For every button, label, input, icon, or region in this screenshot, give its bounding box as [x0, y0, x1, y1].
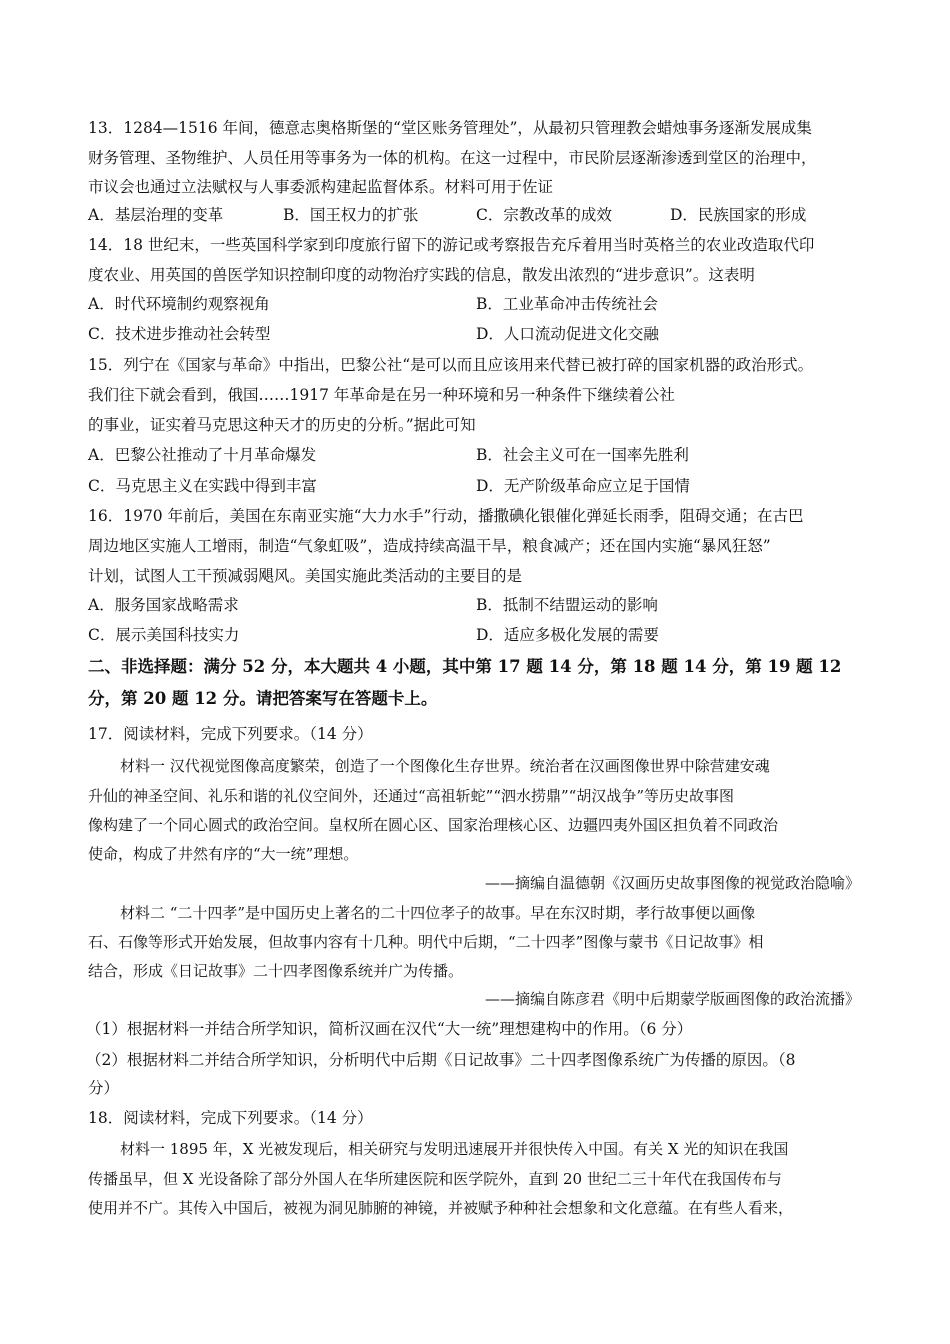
q15-stem-line: 15．列宁在《国家与革命》中指出，巴黎公社“是可以而且应该用来代替已被打碎的国家机器的政治形式。 [88, 356, 814, 374]
q14-option-b: B．工业革命冲击传统社会 [476, 295, 658, 313]
q17-subquestion: 分） [88, 1079, 120, 1097]
q14-option-c: C．技术进步推动社会转型 [88, 325, 271, 343]
q17-subquestion: （2）根据材料二并结合所学知识，分析明代中后期《日记故事》二十四孝图像系统广为传播的原因。（8 [86, 1051, 796, 1069]
q17-material-line: 像构建了一个同心圆式的政治空间。皇权所在圆心区、国家治理核心区、边疆四夷外国区担负着不同政治 [88, 816, 779, 834]
q15-stem-line: 我们往下就会看到，俄国……1917 年革命是在另一种环境和另一种条件下继续着公社 [88, 386, 675, 404]
q17-material-line: 材料二 “二十四孝”是中国历史上著名的二十四位孝子的故事。早在东汉时期，孝行故事便以画像 [120, 904, 756, 922]
q17-subquestion: （1）根据材料一并结合所学知识，简析汉画在汉代“大一统”理想建构中的作用。（6 分） [86, 1020, 693, 1038]
q17-material-line: 材料一 汉代视觉图像高度繁荣，创造了一个图像化生存世界。统治者在汉画图像世界中除营建安魂 [120, 757, 770, 775]
q13-option-c: C．宗教改革的成效 [476, 206, 612, 224]
q15-option-b: B．社会主义可在一国率先胜利 [476, 446, 689, 464]
q14-option-d: D．人口流动促进文化交融 [476, 325, 659, 343]
q18-material-line: 使用并不广。其传入中国后，被视为洞见肺腑的神镜，并被赋予种种社会想象和文化意蕴。在有些人看来， [88, 1199, 794, 1217]
q15-option-c: C．马克思主义在实践中得到丰富 [88, 477, 317, 495]
q14-stem-line: 14．18 世纪末，一些英国科学家到印度旅行留下的游记或考察报告充斥着用当时英格兰的农业改造取代印 [88, 236, 815, 254]
q18-material-line: 传播虽早，但 X 光设备除了部分外国人在华所建医院和医学院外，直到 20 世纪二三十年代在我国传布与 [88, 1170, 782, 1188]
q17-material-line: 石、石像等形式开始发展，但故事内容有十几种。明代中后期，“二十四孝”图像与蒙书《日记故事》相 [88, 933, 764, 951]
q16-option-a: A．服务国家战略需求 [88, 596, 239, 614]
q15-option-a: A．巴黎公社推动了十月革命爆发 [88, 446, 317, 464]
q16-stem-line: 16．1970 年前后，美国在东南亚实施“大力水手”行动，播撒碘化银催化弹延长雨季，阻碍交通；在古巴 [88, 507, 804, 525]
q15-stem-line: 的事业，证实着马克思这种天才的历史的分析。”据此可知 [88, 416, 476, 434]
q17-material-source: ——摘编自陈彦君《明中后期蒙学版画图像的政治流播》 [484, 990, 860, 1008]
q13-option-a: A．基层治理的变革 [88, 206, 224, 224]
q16-stem-line: 计划，试图人工干预减弱飓风。美国实施此类活动的主要目的是 [88, 567, 523, 585]
q13-option-b: B．国王权力的扩张 [283, 206, 419, 224]
q16-option-d: D．适应多极化发展的需要 [476, 626, 659, 644]
q17-material-line: 结合，形成《日记故事》二十四孝图像系统并广为传播。 [88, 962, 464, 980]
q13-option-d: D．民族国家的形成 [670, 206, 807, 224]
q13-stem-line: 财务管理、圣物维护、人员任用等事务为一体的机构。在这一过程中，市民阶层逐渐渗透到堂区的治理中， [88, 149, 817, 167]
section-heading: 分，第 20 题 12 分。请把答案写在答题卡上。 [88, 689, 438, 708]
q15-option-d: D．无产阶级革命应立足于国情 [476, 477, 690, 495]
q17-material-source: ——摘编自温德朝《汉画历史故事图像的视觉政治隐喻》 [484, 874, 860, 892]
q16-option-c: C．展示美国科技实力 [88, 626, 240, 644]
q14-stem-line: 度农业、用英国的兽医学知识控制印度的动物治疗实践的信息，散发出浓烈的“进步意识”。这表明 [88, 266, 755, 284]
q17-material-line: 使命，构成了井然有序的“大一统”理想。 [88, 845, 359, 863]
q13-stem-line: 市议会也通过立法赋权与人事委派构建起监督体系。材料可用于佐证 [88, 178, 554, 196]
q16-option-b: B．抵制不结盟运动的影响 [476, 596, 658, 614]
section-heading: 二、非选择题：满分 52 分，本大题共 4 小题，其中第 17 题 14 分，第 18 题 14 分，第 19 题 12 [88, 657, 842, 676]
q14-option-a: A．时代环境制约观察视角 [88, 295, 270, 313]
q18-material-line: 材料一 1895 年，X 光被发现后，相关研究与发明迅速展开并很快传入中国。有关 X 光的知识在我国 [120, 1140, 789, 1158]
q13-stem-line: 13．1284—1516 年间，德意志奥格斯堡的“堂区账务管理处”，从最初只管理教会蜡烛事务逐渐发展成集 [88, 119, 812, 137]
q16-stem-line: 周边地区实施人工增雨，制造“气象虹吸”，造成持续高温干旱，粮食减产；还在国内实施“暴风狂怒” [88, 537, 771, 555]
q17-material-line: 升仙的神圣空间、礼乐和谐的礼仪空间外，还通过“高祖斩蛇”“泗水捞鼎”“胡汉战争”等历史故事图 [88, 787, 735, 805]
q17-heading: 17．阅读材料，完成下列要求。（14 分） [88, 725, 373, 743]
q18-heading: 18．阅读材料，完成下列要求。（14 分） [88, 1109, 373, 1127]
